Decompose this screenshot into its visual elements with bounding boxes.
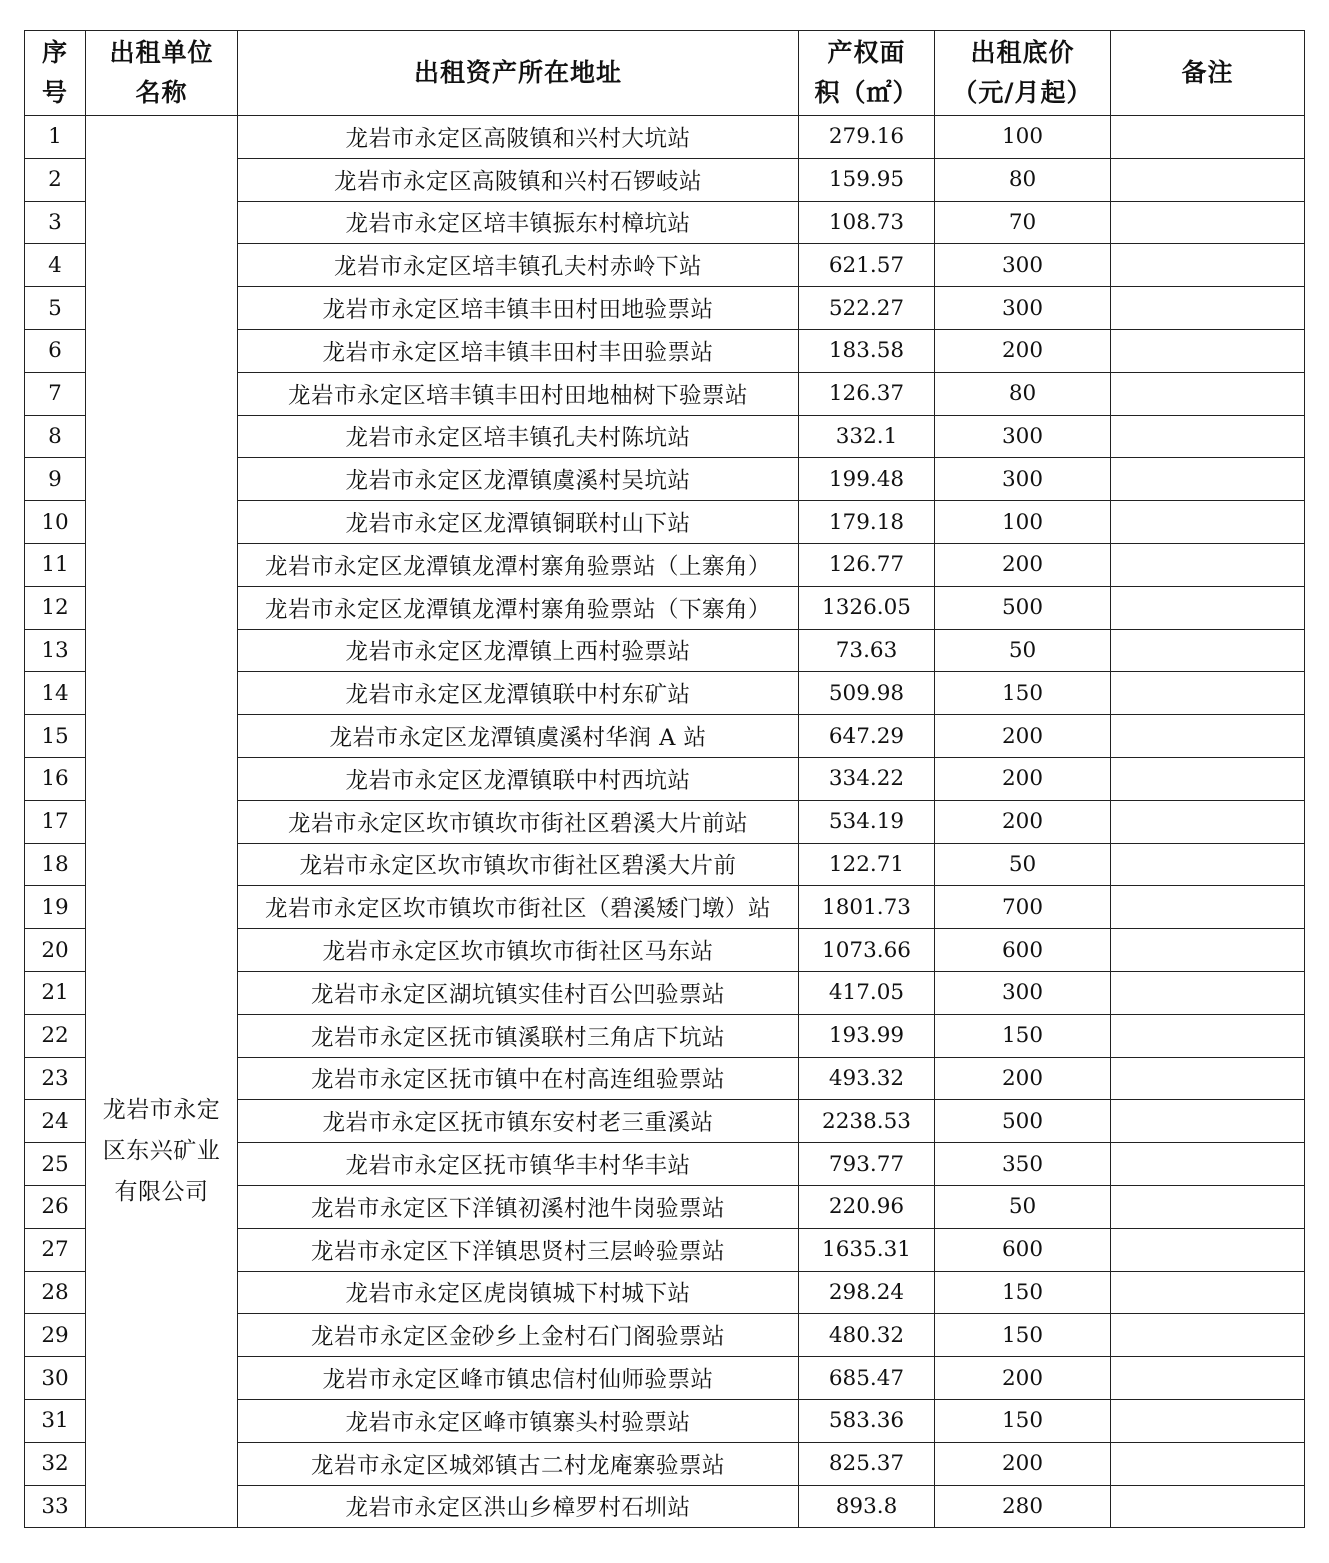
cell-address: 龙岩市永定区龙潭镇联中村西坑站 [238, 757, 799, 800]
cell-price: 600 [935, 1228, 1111, 1271]
cell-seq: 18 [25, 843, 86, 886]
cell-remark [1111, 329, 1305, 372]
cell-area: 1635.31 [799, 1228, 935, 1271]
cell-price: 500 [935, 586, 1111, 629]
cell-price: 70 [935, 201, 1111, 244]
cell-address: 龙岩市永定区坎市镇坎市街社区碧溪大片前站 [238, 800, 799, 843]
cell-remark [1111, 1185, 1305, 1228]
cell-seq: 12 [25, 586, 86, 629]
cell-address: 龙岩市永定区龙潭镇虞溪村吴坑站 [238, 458, 799, 501]
cell-remark [1111, 1485, 1305, 1528]
cell-address: 龙岩市永定区坎市镇坎市街社区碧溪大片前 [238, 843, 799, 886]
cell-area: 1073.66 [799, 929, 935, 972]
cell-price: 280 [935, 1485, 1111, 1528]
header-price-line-2: （元/月起） [952, 78, 1093, 107]
rental-assets-table-container [24, 30, 1305, 1528]
cell-seq: 6 [25, 329, 86, 372]
cell-area: 179.18 [799, 501, 935, 544]
cell-unit-name [86, 116, 238, 1528]
cell-area: 298.24 [799, 1271, 935, 1314]
cell-area: 825.37 [799, 1442, 935, 1485]
cell-area: 522.27 [799, 287, 935, 330]
cell-seq: 10 [25, 501, 86, 544]
header-seq [25, 31, 86, 116]
cell-address: 龙岩市永定区金砂乡上金村石门阁验票站 [238, 1314, 799, 1357]
cell-area: 583.36 [799, 1399, 935, 1442]
cell-area: 126.77 [799, 543, 935, 586]
cell-price: 150 [935, 1014, 1111, 1057]
cell-address: 龙岩市永定区龙潭镇龙潭村寨角验票站（上寨角） [238, 543, 799, 586]
cell-area: 334.22 [799, 757, 935, 800]
cell-address: 龙岩市永定区龙潭镇龙潭村寨角验票站（下寨角） [238, 586, 799, 629]
cell-remark [1111, 116, 1305, 159]
cell-seq: 20 [25, 929, 86, 972]
cell-remark [1111, 1271, 1305, 1314]
cell-address: 龙岩市永定区高陂镇和兴村石锣岐站 [238, 158, 799, 201]
header-row [25, 31, 1305, 116]
cell-price: 300 [935, 458, 1111, 501]
cell-remark [1111, 287, 1305, 330]
header-unit-line-2: 名称 [135, 78, 188, 107]
cell-area: 183.58 [799, 329, 935, 372]
cell-address: 龙岩市永定区培丰镇孔夫村陈坑站 [238, 415, 799, 458]
cell-address: 龙岩市永定区龙潭镇虞溪村华润 A 站 [238, 715, 799, 758]
header-area [799, 31, 935, 116]
cell-remark [1111, 1228, 1305, 1271]
cell-remark [1111, 757, 1305, 800]
cell-remark [1111, 971, 1305, 1014]
cell-seq: 13 [25, 629, 86, 672]
cell-remark [1111, 586, 1305, 629]
header-unit [86, 31, 238, 116]
cell-area: 159.95 [799, 158, 935, 201]
cell-remark [1111, 1143, 1305, 1186]
cell-address: 龙岩市永定区城郊镇古二村龙庵寨验票站 [238, 1442, 799, 1485]
cell-area: 621.57 [799, 244, 935, 287]
table-body [25, 116, 1305, 1528]
cell-price: 100 [935, 501, 1111, 544]
cell-area: 647.29 [799, 715, 935, 758]
cell-remark [1111, 372, 1305, 415]
cell-price: 50 [935, 629, 1111, 672]
cell-seq: 9 [25, 458, 86, 501]
cell-remark [1111, 800, 1305, 843]
cell-seq: 26 [25, 1185, 86, 1228]
cell-price: 700 [935, 886, 1111, 929]
cell-area: 417.05 [799, 971, 935, 1014]
cell-price: 200 [935, 757, 1111, 800]
cell-price: 200 [935, 1357, 1111, 1400]
cell-price: 50 [935, 843, 1111, 886]
cell-address: 龙岩市永定区高陂镇和兴村大坑站 [238, 116, 799, 159]
table-row [25, 116, 1305, 159]
cell-address: 龙岩市永定区湖坑镇实佳村百公凹验票站 [238, 971, 799, 1014]
cell-seq: 19 [25, 886, 86, 929]
unit-name-text: 龙岩市永定区东兴矿业有限公司 [102, 1097, 221, 1206]
cell-remark [1111, 244, 1305, 287]
cell-remark [1111, 1442, 1305, 1485]
header-remark: 备注 [1111, 31, 1305, 116]
cell-seq: 27 [25, 1228, 86, 1271]
cell-price: 500 [935, 1100, 1111, 1143]
cell-area: 893.8 [799, 1485, 935, 1528]
cell-remark [1111, 1399, 1305, 1442]
cell-remark [1111, 1014, 1305, 1057]
cell-remark [1111, 458, 1305, 501]
header-seq-line-2: 号 [41, 78, 68, 107]
cell-remark [1111, 543, 1305, 586]
cell-address: 龙岩市永定区下洋镇初溪村池牛岗验票站 [238, 1185, 799, 1228]
cell-address: 龙岩市永定区虎岗镇城下村城下站 [238, 1271, 799, 1314]
cell-area: 220.96 [799, 1185, 935, 1228]
cell-seq: 22 [25, 1014, 86, 1057]
cell-price: 200 [935, 329, 1111, 372]
cell-price: 80 [935, 158, 1111, 201]
cell-price: 150 [935, 1399, 1111, 1442]
cell-seq: 32 [25, 1442, 86, 1485]
cell-seq: 31 [25, 1399, 86, 1442]
header-price-line-1: 出租底价 [970, 38, 1075, 67]
cell-price: 150 [935, 1314, 1111, 1357]
cell-area: 793.77 [799, 1143, 935, 1186]
cell-address: 龙岩市永定区峰市镇寨头村验票站 [238, 1399, 799, 1442]
cell-address: 龙岩市永定区培丰镇振东村樟坑站 [238, 201, 799, 244]
cell-remark [1111, 501, 1305, 544]
cell-price: 300 [935, 244, 1111, 287]
cell-price: 200 [935, 543, 1111, 586]
cell-remark [1111, 843, 1305, 886]
cell-remark [1111, 1314, 1305, 1357]
cell-area: 2238.53 [799, 1100, 935, 1143]
cell-price: 150 [935, 1271, 1111, 1314]
cell-address: 龙岩市永定区培丰镇丰田村丰田验票站 [238, 329, 799, 372]
cell-price: 200 [935, 1057, 1111, 1100]
cell-area: 193.99 [799, 1014, 935, 1057]
cell-seq: 23 [25, 1057, 86, 1100]
cell-remark [1111, 415, 1305, 458]
rental-assets-table [24, 30, 1305, 1528]
cell-address: 龙岩市永定区培丰镇丰田村田地验票站 [238, 287, 799, 330]
cell-price: 300 [935, 287, 1111, 330]
cell-area: 199.48 [799, 458, 935, 501]
cell-price: 300 [935, 971, 1111, 1014]
cell-seq: 5 [25, 287, 86, 330]
cell-seq: 7 [25, 372, 86, 415]
header-seq-line-1: 序 [41, 38, 68, 67]
cell-seq: 3 [25, 201, 86, 244]
cell-price: 150 [935, 672, 1111, 715]
cell-seq: 16 [25, 757, 86, 800]
cell-seq: 8 [25, 415, 86, 458]
cell-area: 108.73 [799, 201, 935, 244]
cell-seq: 33 [25, 1485, 86, 1528]
cell-remark [1111, 715, 1305, 758]
cell-seq: 15 [25, 715, 86, 758]
cell-seq: 21 [25, 971, 86, 1014]
cell-area: 493.32 [799, 1057, 935, 1100]
cell-seq: 1 [25, 116, 86, 159]
cell-address: 龙岩市永定区龙潭镇铜联村山下站 [238, 501, 799, 544]
header-unit-line-1: 出租单位 [109, 38, 214, 67]
cell-seq: 29 [25, 1314, 86, 1357]
cell-area: 73.63 [799, 629, 935, 672]
cell-address: 龙岩市永定区抚市镇东安村老三重溪站 [238, 1100, 799, 1143]
cell-address: 龙岩市永定区坎市镇坎市街社区（碧溪矮门墩）站 [238, 886, 799, 929]
cell-remark [1111, 672, 1305, 715]
header-area-line-1: 产权面 [827, 38, 906, 67]
cell-seq: 4 [25, 244, 86, 287]
cell-remark [1111, 1057, 1305, 1100]
cell-remark [1111, 201, 1305, 244]
cell-address: 龙岩市永定区培丰镇孔夫村赤岭下站 [238, 244, 799, 287]
cell-price: 200 [935, 1442, 1111, 1485]
cell-remark [1111, 158, 1305, 201]
cell-area: 480.32 [799, 1314, 935, 1357]
cell-area: 509.98 [799, 672, 935, 715]
cell-address: 龙岩市永定区抚市镇中在村高连组验票站 [238, 1057, 799, 1100]
cell-price: 200 [935, 715, 1111, 758]
cell-area: 122.71 [799, 843, 935, 886]
cell-area: 332.1 [799, 415, 935, 458]
cell-area: 279.16 [799, 116, 935, 159]
cell-price: 80 [935, 372, 1111, 415]
header-price [935, 31, 1111, 116]
cell-area: 1801.73 [799, 886, 935, 929]
cell-remark [1111, 1100, 1305, 1143]
cell-remark [1111, 886, 1305, 929]
table-header [25, 31, 1305, 116]
cell-seq: 11 [25, 543, 86, 586]
cell-seq: 25 [25, 1143, 86, 1186]
cell-address: 龙岩市永定区抚市镇溪联村三角店下坑站 [238, 1014, 799, 1057]
cell-area: 126.37 [799, 372, 935, 415]
cell-seq: 17 [25, 800, 86, 843]
cell-price: 300 [935, 415, 1111, 458]
cell-price: 600 [935, 929, 1111, 972]
cell-seq: 24 [25, 1100, 86, 1143]
cell-seq: 28 [25, 1271, 86, 1314]
cell-address: 龙岩市永定区抚市镇华丰村华丰站 [238, 1143, 799, 1186]
cell-area: 1326.05 [799, 586, 935, 629]
cell-area: 685.47 [799, 1357, 935, 1400]
cell-address: 龙岩市永定区龙潭镇联中村东矿站 [238, 672, 799, 715]
cell-remark [1111, 1357, 1305, 1400]
cell-price: 350 [935, 1143, 1111, 1186]
cell-address: 龙岩市永定区峰市镇忠信村仙师验票站 [238, 1357, 799, 1400]
cell-address: 龙岩市永定区坎市镇坎市街社区马东站 [238, 929, 799, 972]
cell-remark [1111, 929, 1305, 972]
cell-address: 龙岩市永定区下洋镇思贤村三层岭验票站 [238, 1228, 799, 1271]
cell-seq: 14 [25, 672, 86, 715]
cell-seq: 30 [25, 1357, 86, 1400]
cell-price: 50 [935, 1185, 1111, 1228]
cell-seq: 2 [25, 158, 86, 201]
cell-price: 200 [935, 800, 1111, 843]
header-area-line-2: 积（㎡） [814, 78, 919, 107]
header-address: 出租资产所在地址 [238, 31, 799, 116]
cell-address: 龙岩市永定区洪山乡樟罗村石圳站 [238, 1485, 799, 1528]
cell-area: 534.19 [799, 800, 935, 843]
cell-remark [1111, 629, 1305, 672]
cell-price: 100 [935, 116, 1111, 159]
cell-address: 龙岩市永定区培丰镇丰田村田地柚树下验票站 [238, 372, 799, 415]
cell-address: 龙岩市永定区龙潭镇上西村验票站 [238, 629, 799, 672]
